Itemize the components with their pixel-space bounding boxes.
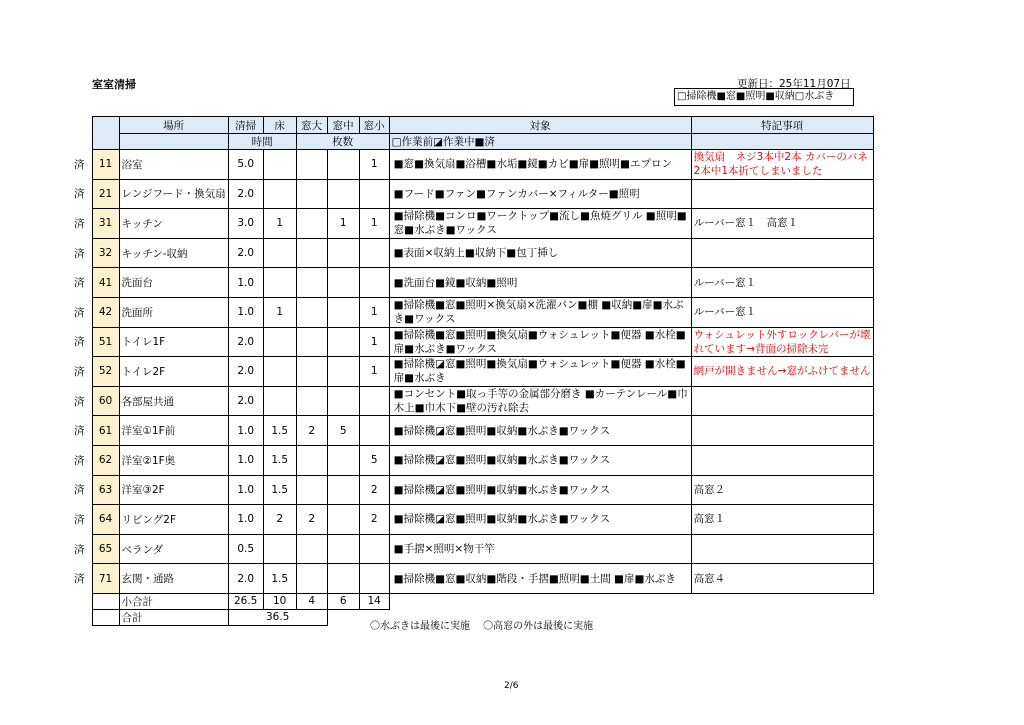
status-cell: 済: [74, 573, 85, 586]
room-number: 41: [92, 268, 119, 298]
clean-time: 1.0: [228, 475, 263, 505]
win-mid-count: [327, 386, 359, 416]
note-cell: 網戸が開きません→窓がふけてません: [691, 357, 873, 387]
note-cell: 高窓１: [691, 505, 873, 535]
floor-time: 1.5: [263, 416, 296, 446]
table-row: [67, 416, 873, 446]
checklist-legend: □掃除機■窓■照明■収納□水ぶき: [674, 88, 854, 106]
status-legend: □作業前◪作業中■済: [389, 134, 691, 150]
floor-time: 1.5: [263, 564, 296, 594]
win-large-count: [296, 327, 327, 357]
place-cell: リビング2F: [119, 505, 228, 535]
win-large-count: [296, 564, 327, 594]
status-cell: 済: [74, 247, 85, 260]
win-small-count: 1: [359, 297, 389, 327]
clean-time: 1.0: [228, 416, 263, 446]
room-number: 62: [92, 445, 119, 475]
status-cell: 済: [74, 158, 85, 171]
target-items: ■掃除機◪窓■照明■収納■水ぶき■ワックス: [389, 416, 691, 446]
table-row: [67, 564, 873, 594]
win-small-count: [359, 416, 389, 446]
win-small-count: [359, 534, 389, 564]
room-number: 52: [92, 357, 119, 387]
place-col-header: 場所: [119, 117, 228, 134]
table-row: [67, 327, 873, 357]
room-number: 61: [92, 416, 119, 446]
note-cell: [691, 416, 873, 446]
floor-time: [263, 357, 296, 387]
target-items: ■掃除機■窓■照明×換気扇×洗濯パン■棚 ■収納■扉■水ぶき■ワックス: [389, 297, 691, 327]
win-large-count: [296, 357, 327, 387]
subtotal-win-large: 4: [296, 593, 327, 609]
no-col-header: [92, 117, 119, 150]
table-row: [67, 238, 873, 268]
status-cell: 済: [74, 454, 85, 467]
win-small-count: 2: [359, 505, 389, 535]
target-items: ■掃除機◪窓■照明■収納■水ぶき■ワックス: [389, 505, 691, 535]
place-cell: キッチン-収納: [119, 238, 228, 268]
target-items: ■コンセント■取っ手等の金属部分磨き ■カーテンレール■巾木上■巾木下■壁の汚れ除去: [389, 386, 691, 416]
floor-time: 1.5: [263, 445, 296, 475]
win-mid-count: [327, 357, 359, 387]
place-cell: 玄関・通路: [119, 564, 228, 594]
win-large-count: [296, 209, 327, 239]
floor-time: [263, 534, 296, 564]
target-items: ■掃除機■コンロ■ワークトップ■流し■魚焼グリル ■照明■窓■水ぶき■ワックス: [389, 209, 691, 239]
note-cell: [691, 238, 873, 268]
subtotal-row: [67, 593, 873, 609]
clean-time: 5.0: [228, 150, 263, 180]
target-items: ■手摺×照明×物干竿: [389, 534, 691, 564]
total-label: 合計: [119, 609, 228, 625]
win-large-count: [296, 386, 327, 416]
table-row: [67, 150, 873, 180]
floor-time: [263, 268, 296, 298]
floor-time: [263, 179, 296, 209]
win-large-count: [296, 297, 327, 327]
floor-time: 1: [263, 209, 296, 239]
page-number: 2/6: [504, 681, 519, 691]
status-cell: 済: [74, 484, 85, 497]
clean-time: 1.0: [228, 505, 263, 535]
win-small-count: [359, 179, 389, 209]
room-number: 31: [92, 209, 119, 239]
updated-date: 更新日：25年11月07日: [737, 78, 851, 90]
win-large-count: [296, 238, 327, 268]
clean-time: 2.0: [228, 327, 263, 357]
place-subheader: [119, 134, 228, 150]
target-items: ■フード■ファン■ファンカバー×フィルター■照明: [389, 179, 691, 209]
status-cell: 済: [74, 543, 85, 556]
win-mid-count: [327, 238, 359, 268]
note-cell: [691, 534, 873, 564]
room-number: 60: [92, 386, 119, 416]
win-mid-count: [327, 268, 359, 298]
clean-time: 1.0: [228, 268, 263, 298]
win-mid-count: [327, 297, 359, 327]
cleaning-table: [67, 116, 874, 626]
win-small-count: [359, 268, 389, 298]
place-cell: 洋室①1F前: [119, 416, 228, 446]
clean-time: 2.0: [228, 179, 263, 209]
clean-time: 3.0: [228, 209, 263, 239]
target-items: ■掃除機◪窓■照明■収納■水ぶき■ワックス: [389, 445, 691, 475]
win-small-count: 1: [359, 357, 389, 387]
table-row: [67, 268, 873, 298]
place-cell: キッチン: [119, 209, 228, 239]
clean-time: 2.0: [228, 238, 263, 268]
subtotal-win-small: 14: [359, 593, 389, 609]
floor-col-header: 床: [263, 117, 296, 134]
clean-col-header: 清掃: [228, 117, 263, 134]
target-items: ■掃除機■窓■照明■換気扇■ウォシュレット■便器 ■水栓■扉■水ぶき■ワックス: [389, 327, 691, 357]
table-row: [67, 445, 873, 475]
room-number: 71: [92, 564, 119, 594]
note-cell: 高窓４: [691, 564, 873, 594]
floor-time: 1.5: [263, 475, 296, 505]
win-large-count: [296, 179, 327, 209]
place-cell: 各部屋共通: [119, 386, 228, 416]
floor-time: [263, 238, 296, 268]
room-number: 42: [92, 297, 119, 327]
notes-col-header: 特記事項: [691, 117, 873, 134]
note-cell: ルーバー窓１: [691, 297, 873, 327]
floor-time: 1: [263, 297, 296, 327]
win-small-count: [359, 564, 389, 594]
target-items: ■掃除機■窓■収納■階段・手摺■照明■土間 ■扉■水ぶき: [389, 564, 691, 594]
win-mid-count: [327, 475, 359, 505]
note-cell: ウォシュレット外すロックレバーが壊れています→背面の掃除未完: [691, 327, 873, 357]
clean-time: 2.0: [228, 357, 263, 387]
target-items: ■掃除機◪窓■照明■換気扇■ウォシュレット■便器 ■水栓■扉■水ぶき: [389, 357, 691, 387]
status-cell: 済: [74, 336, 85, 349]
place-cell: ベランダ: [119, 534, 228, 564]
note-cell: 高窓２: [691, 475, 873, 505]
place-cell: レンジフード・換気扇: [119, 179, 228, 209]
room-number: 21: [92, 179, 119, 209]
place-cell: 洋室③2F: [119, 475, 228, 505]
count-subheader: 枚数: [296, 134, 389, 150]
status-col-header: [67, 117, 92, 134]
win-large-count: [296, 445, 327, 475]
win-small-count: 1: [359, 209, 389, 239]
win-small-count: 2: [359, 475, 389, 505]
place-cell: 洗面所: [119, 297, 228, 327]
status-cell: 済: [74, 425, 85, 438]
clean-time: 1.0: [228, 297, 263, 327]
status-cell: 済: [74, 217, 85, 230]
win-large-count: 2: [296, 416, 327, 446]
win-small-count: 1: [359, 150, 389, 180]
place-cell: 浴室: [119, 150, 228, 180]
win-large-col-header: 窓大: [296, 117, 327, 134]
footnote: 〇水ぶきは最後に実施 〇高窓の外は最後に実施: [370, 621, 594, 632]
win-large-count: 2: [296, 505, 327, 535]
total-value: 36.5: [228, 609, 327, 625]
win-mid-count: [327, 327, 359, 357]
win-small-col-header: 窓小: [359, 117, 389, 134]
clean-time: 2.0: [228, 386, 263, 416]
status-cell: 済: [74, 188, 85, 201]
table-row: [67, 357, 873, 387]
win-large-count: [296, 534, 327, 564]
floor-time: [263, 327, 296, 357]
floor-time: [263, 150, 296, 180]
status-cell: 済: [74, 277, 85, 290]
target-items: ■表面×収納上■収納下■包丁挿し: [389, 238, 691, 268]
page-title: 室室清掃: [92, 78, 136, 91]
status-cell: 済: [74, 395, 85, 408]
table-row: [67, 209, 873, 239]
win-large-count: [296, 150, 327, 180]
target-items: ■窓■換気扇■浴槽■水垢■鏡■カビ■扉■照明■エプロン: [389, 150, 691, 180]
win-mid-count: [327, 179, 359, 209]
win-large-count: [296, 475, 327, 505]
clean-time: 2.0: [228, 564, 263, 594]
target-col-header: 対象: [389, 117, 691, 134]
win-mid-count: [327, 564, 359, 594]
table-row: [67, 534, 873, 564]
note-cell: [691, 445, 873, 475]
table-row: [67, 386, 873, 416]
floor-time: 2: [263, 505, 296, 535]
target-items: ■洗面台■鏡■収納■照明: [389, 268, 691, 298]
win-mid-count: [327, 445, 359, 475]
table-row: [67, 505, 873, 535]
note-cell: 換気扇 ネジ3本中2本 カバーのバネ2本中1本折てしまいました: [691, 150, 873, 180]
notes-subheader: [691, 134, 873, 150]
clean-time: 0.5: [228, 534, 263, 564]
place-cell: 洗面台: [119, 268, 228, 298]
room-number: 11: [92, 150, 119, 180]
time-subheader: 時間: [228, 134, 296, 150]
win-small-count: 5: [359, 445, 389, 475]
room-number: 32: [92, 238, 119, 268]
subtotal-floor: 10: [263, 593, 296, 609]
note-cell: ルーバー窓１: [691, 268, 873, 298]
status-cell: 済: [74, 513, 85, 526]
win-mid-col-header: 窓中: [327, 117, 359, 134]
room-number: 64: [92, 505, 119, 535]
note-cell: ルーバー窓１ 高窓１: [691, 209, 873, 239]
place-cell: トイレ1F: [119, 327, 228, 357]
subtotal-win-mid: 6: [327, 593, 359, 609]
win-mid-count: [327, 150, 359, 180]
table-row: [67, 179, 873, 209]
subtotal-label: 小合計: [119, 593, 228, 609]
room-number: 51: [92, 327, 119, 357]
note-cell: [691, 179, 873, 209]
room-number: 63: [92, 475, 119, 505]
win-small-count: 1: [359, 327, 389, 357]
win-mid-count: 1: [327, 209, 359, 239]
win-small-count: [359, 238, 389, 268]
win-small-count: [359, 386, 389, 416]
table-row: [67, 297, 873, 327]
clean-time: 1.0: [228, 445, 263, 475]
subtotal-clean: 26.5: [228, 593, 263, 609]
status-cell: 済: [74, 365, 85, 378]
floor-time: [263, 386, 296, 416]
place-cell: トイレ2F: [119, 357, 228, 387]
target-items: ■掃除機◪窓■照明■収納■水ぶき■ワックス: [389, 475, 691, 505]
table-row: [67, 475, 873, 505]
win-large-count: [296, 268, 327, 298]
win-mid-count: 5: [327, 416, 359, 446]
note-cell: [691, 386, 873, 416]
win-mid-count: [327, 534, 359, 564]
place-cell: 洋室②1F奥: [119, 445, 228, 475]
room-number: 65: [92, 534, 119, 564]
status-cell: 済: [74, 306, 85, 319]
win-mid-count: [327, 505, 359, 535]
